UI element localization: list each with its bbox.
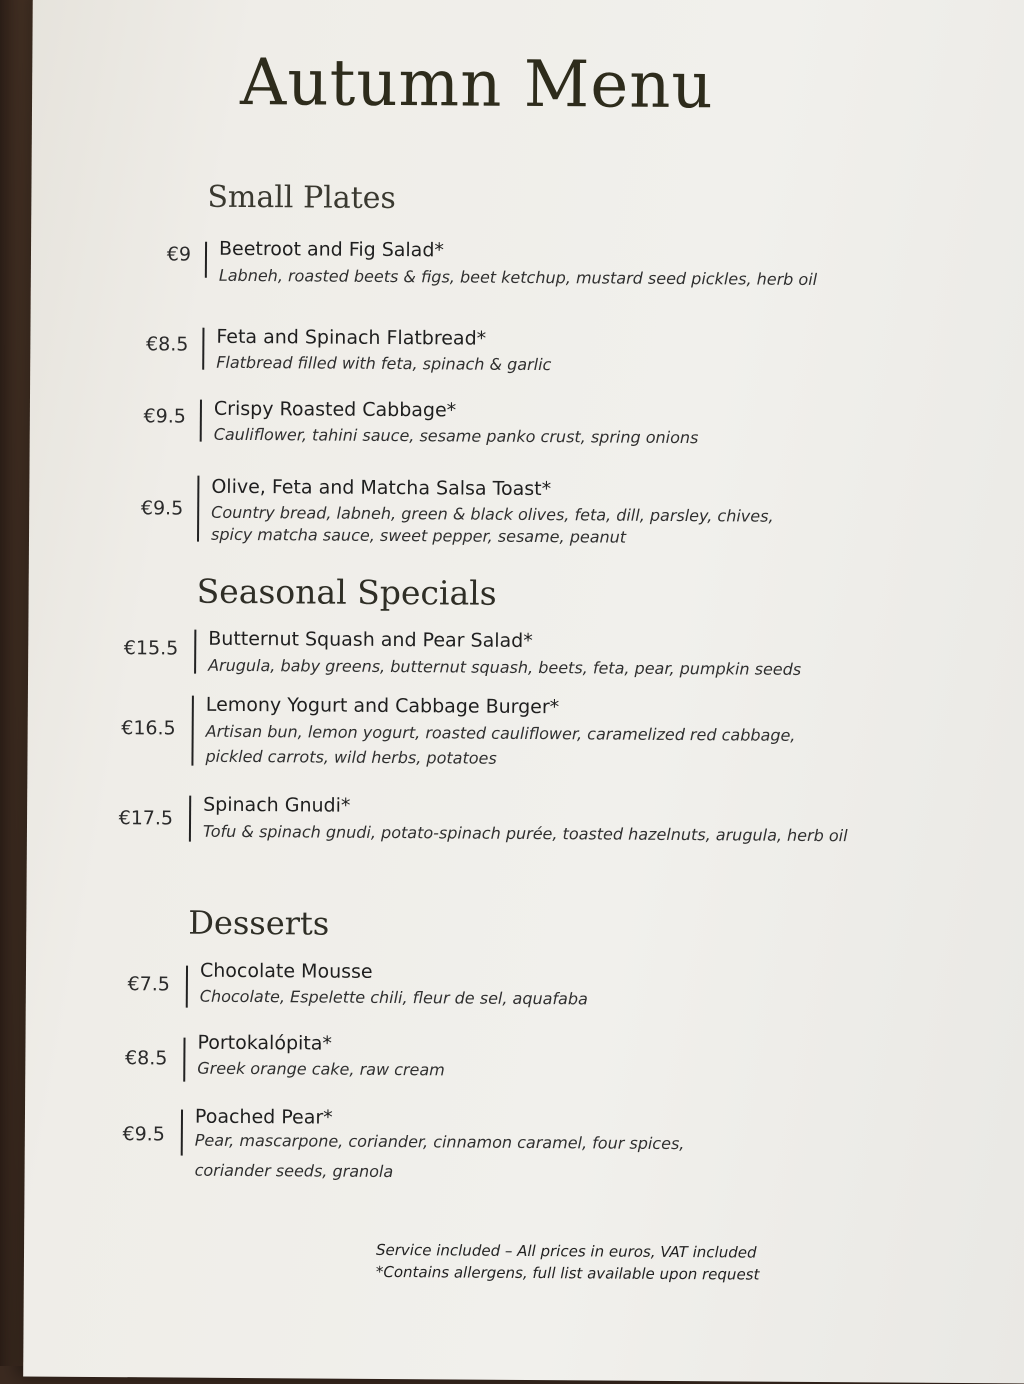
item-description: Greek orange cake, raw cream xyxy=(197,1058,445,1080)
item-description: Chocolate, Espelette chili, fleur de sel, aquafaba xyxy=(199,986,588,1009)
item-divider xyxy=(183,1038,185,1082)
item-name: Lemony Yogurt and Cabbage Burger* xyxy=(205,693,560,719)
item-description: Cauliflower, tahini sauce, sesame panko crust, spring onions xyxy=(213,424,699,448)
item-description: Arugula, baby greens, butternut squash, beets, feta, pear, pumpkin seeds xyxy=(208,655,802,679)
item-divider xyxy=(197,476,199,542)
item-price: €9 xyxy=(166,243,192,266)
section-title-seasonal-specials: Seasonal Specials xyxy=(196,571,497,613)
item-price: €9.5 xyxy=(122,1123,165,1146)
item-name: Chocolate Mousse xyxy=(199,959,373,983)
section-title-desserts: Desserts xyxy=(188,903,330,943)
item-description: Tofu & spinach gnudi, potato-spinach purée, toasted hazelnuts, arugula, herb oil xyxy=(202,821,848,846)
item-description: spicy matcha sauce, sweet pepper, sesame, peanut xyxy=(210,524,627,547)
item-price: €9.5 xyxy=(140,497,184,520)
item-name: Butternut Squash and Pear Salad* xyxy=(208,627,533,652)
item-name: Feta and Spinach Flatbread* xyxy=(216,325,487,350)
item-name: Poached Pear* xyxy=(194,1105,333,1129)
menu-title: Autumn Menu xyxy=(239,45,714,124)
item-name: Beetroot and Fig Salad* xyxy=(218,237,445,262)
section-title-small-plates: Small Plates xyxy=(207,179,396,217)
item-divider xyxy=(181,1110,183,1156)
item-description: pickled carrots, wild herbs, potatoes xyxy=(205,746,497,768)
item-divider xyxy=(191,696,193,766)
item-name: Spinach Gnudi* xyxy=(203,793,351,817)
footer-service-note: Service included – All prices in euros, VAT included xyxy=(375,1240,757,1262)
item-divider xyxy=(189,796,191,842)
item-price: €8.5 xyxy=(124,1047,168,1070)
item-description: Pear, mascarpone, coriander, cinnamon caramel, four spices, xyxy=(194,1130,685,1154)
menu-footer xyxy=(376,1239,796,1286)
item-price: €16.5 xyxy=(121,717,176,740)
item-price: €8.5 xyxy=(145,333,189,356)
item-description: coriander seeds, granola xyxy=(194,1160,394,1182)
item-divider xyxy=(202,328,204,370)
item-price: €15.5 xyxy=(123,637,179,660)
item-description: Artisan bun, lemon yogurt, roasted cauliflower, caramelized red cabbage, xyxy=(205,721,796,745)
item-divider xyxy=(200,400,202,442)
item-name: Portokalópita* xyxy=(197,1031,333,1055)
item-description: Labneh, roasted beets & figs, beet ketchup, mustard seed pickles, herb oil xyxy=(218,265,818,289)
item-price: €17.5 xyxy=(118,807,174,830)
item-divider xyxy=(194,630,196,674)
item-divider xyxy=(205,242,207,278)
footer-allergen-note: *Contains allergens, full list available upon request xyxy=(375,1262,760,1284)
item-name: Crispy Roasted Cabbage* xyxy=(213,397,457,422)
item-divider xyxy=(186,966,188,1008)
item-description: Country bread, labneh, green & black olives, feta, dill, parsley, chives, xyxy=(211,502,774,526)
item-price: €7.5 xyxy=(127,973,170,996)
item-price: €9.5 xyxy=(143,405,186,428)
item-name: Olive, Feta and Matcha Salsa Toast* xyxy=(211,475,552,501)
menu-sheet xyxy=(23,0,1024,1384)
item-description: Flatbread filled with feta, spinach & garlic xyxy=(216,352,552,375)
